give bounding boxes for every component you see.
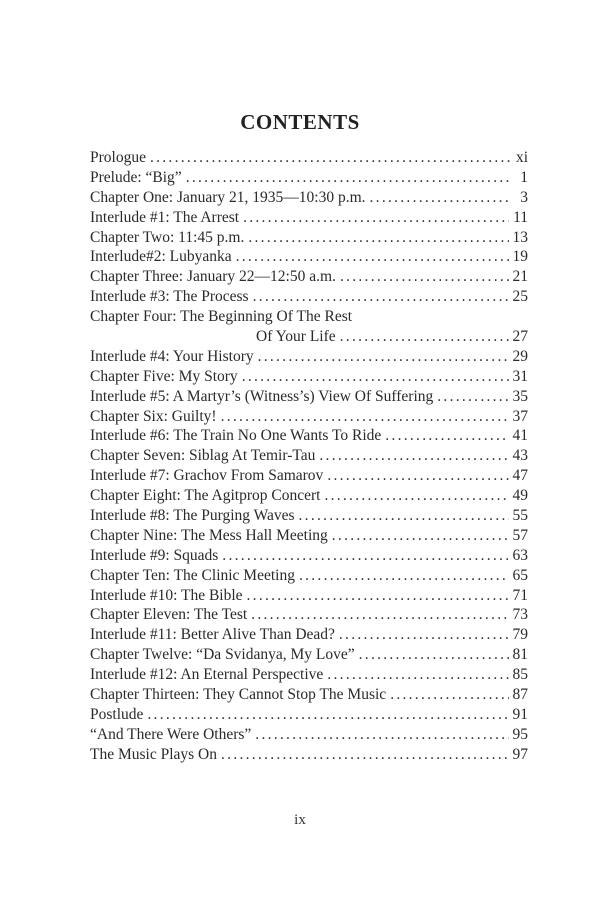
toc-entry-interlude-3 — [90, 287, 528, 307]
toc-entry-chapter-two — [90, 228, 528, 248]
dot-leader — [221, 745, 508, 765]
dot-leader — [242, 367, 509, 387]
toc-entry-page: 25 — [512, 288, 528, 306]
toc-entry-prologue — [90, 148, 528, 168]
toc-entry-label: Chapter Thirteen: They Cannot Stop The Music — [90, 686, 387, 704]
toc-entry-label: Chapter Eight: The Agitprop Concert — [90, 487, 321, 505]
toc-entry-page: 65 — [512, 566, 528, 584]
toc-entry-page: 95 — [512, 725, 528, 743]
dot-leader — [437, 387, 508, 407]
toc-entry-page: 35 — [512, 387, 528, 405]
toc-entry-prelude — [90, 168, 528, 188]
contents-heading: CONTENTS — [240, 110, 360, 134]
toc-entry-label: Chapter Nine: The Mess Hall Meeting — [90, 526, 328, 544]
dot-leader — [186, 168, 510, 188]
toc-entry-chapter-one — [90, 188, 528, 208]
toc-entry-page: 73 — [512, 606, 528, 624]
toc-entry-page: 31 — [512, 367, 528, 385]
toc-entry-page: 71 — [512, 586, 528, 604]
dot-leader — [255, 725, 508, 745]
toc-entry-page: 1 — [520, 168, 528, 186]
dot-leader — [299, 506, 509, 526]
toc-entry-label: Interlude #6: The Train No One Wants To Ride — [90, 427, 382, 445]
toc-entry-label: Interlude #10: The Bible — [90, 586, 243, 604]
toc-entry-page: 79 — [512, 626, 528, 644]
dot-leader — [150, 148, 510, 168]
toc-entry-label: Chapter Ten: The Clinic Meeting — [90, 566, 295, 584]
dot-leader — [236, 247, 509, 267]
toc-entry-label: Chapter One: January 21, 1935—10:30 p.m. — [90, 188, 366, 206]
toc-entry-chapter-eight — [90, 486, 528, 506]
toc-entry-chapter-three — [90, 267, 528, 287]
toc-entry-interlude-10 — [90, 586, 528, 606]
toc-entry-label: Of Your Life — [256, 328, 336, 346]
toc-entry-interlude-7 — [90, 466, 528, 486]
toc-entry-label: Interlude #11: Better Alive Than Dead? — [90, 626, 335, 644]
dot-leader — [327, 665, 508, 685]
toc-entry-interlude-6 — [90, 426, 528, 446]
toc-entry-page: 21 — [512, 268, 528, 286]
toc-entry-label: Chapter Six: Guilty! — [90, 407, 217, 425]
dot-leader — [299, 566, 509, 586]
toc-entry-label: Interlude #4: Your History — [90, 347, 254, 365]
toc-entry-label: Chapter Three: January 22—12:50 a.m. — [90, 268, 336, 286]
dot-leader — [251, 605, 508, 625]
toc-entry-page: 19 — [512, 248, 528, 266]
toc-entry-and-there-were-others — [90, 725, 528, 745]
toc-entry-page: 47 — [512, 467, 528, 485]
toc-entry-chapter-four-continued — [90, 327, 528, 347]
toc-entry-page: 3 — [520, 188, 528, 206]
toc-entry-interlude-1 — [90, 208, 528, 228]
toc-entry-interlude-11 — [90, 625, 528, 645]
toc-entry-label: Interlude #8: The Purging Waves — [90, 507, 295, 525]
toc-entry-label: The Music Plays On — [90, 745, 218, 763]
dot-leader — [339, 625, 509, 645]
toc-entry-interlude-8 — [90, 506, 528, 526]
dot-leader — [221, 407, 509, 427]
toc-entry-label: Postlude — [90, 705, 144, 723]
dot-leader — [319, 446, 508, 466]
toc-entry-interlude-12 — [90, 665, 528, 685]
toc-entry-chapter-five — [90, 367, 528, 387]
toc-entry-page: 27 — [512, 328, 528, 346]
toc-entry-page: 55 — [512, 507, 528, 525]
toc-entry-label: Interlude #5: A Martyr’s (Witness’s) View Of Suffering — [90, 387, 434, 405]
toc-entry-label: “And There Were Others” — [90, 725, 252, 743]
dot-leader — [332, 526, 509, 546]
toc-entry-page: 29 — [512, 347, 528, 365]
toc-entry-page: 97 — [512, 745, 528, 763]
toc-entry-chapter-twelve — [90, 645, 528, 665]
dot-leader — [258, 347, 509, 367]
dot-leader — [370, 188, 510, 208]
toc-entry-page: 87 — [512, 686, 528, 704]
toc-entry-page: 57 — [512, 526, 528, 544]
dot-leader — [359, 645, 509, 665]
toc-entry-page: 49 — [512, 487, 528, 505]
toc-entry-chapter-seven — [90, 446, 528, 466]
toc-entry-chapter-four — [90, 307, 528, 327]
toc-entry-label: Chapter Five: My Story — [90, 367, 238, 385]
toc-entry-label: Chapter Seven: Siblag At Temir-Tau — [90, 447, 316, 465]
toc-entry-page: 43 — [512, 447, 528, 465]
toc-entry-page: 63 — [512, 546, 528, 564]
toc-entry-music-plays-on — [90, 745, 528, 765]
dot-leader — [324, 486, 508, 506]
toc-entry-page: xi — [515, 149, 528, 166]
toc-entry-page: 91 — [512, 705, 528, 723]
toc-entry-label: Chapter Eleven: The Test — [90, 606, 248, 624]
toc-entry-label: Interlude#2: Lubyanka — [90, 248, 232, 266]
dot-leader — [247, 586, 509, 606]
dot-leader — [327, 466, 508, 486]
dot-leader — [243, 208, 509, 228]
dot-leader — [253, 287, 509, 307]
toc-entry-label: Prelude: “Big” — [90, 168, 182, 186]
toc-entry-chapter-eleven — [90, 605, 528, 625]
dot-leader — [147, 705, 508, 725]
toc-entry-label: Chapter Two: 11:45 p.m. — [90, 228, 245, 246]
toc-entry-label: Chapter Twelve: “Da Svidanya, My Love” — [90, 646, 355, 664]
toc-entry-interlude-9 — [90, 546, 528, 566]
toc-entry-label: Interlude #1: The Arrest — [90, 208, 240, 226]
toc-entry-interlude-2 — [90, 247, 528, 267]
dot-leader — [222, 546, 508, 566]
dot-leader — [340, 267, 509, 287]
dot-leader — [385, 426, 508, 446]
dot-leader — [248, 228, 508, 248]
toc-entry-page: 85 — [512, 666, 528, 684]
toc-entry-chapter-ten — [90, 566, 528, 586]
page-number: ix — [294, 812, 306, 828]
toc-entry-chapter-thirteen — [90, 685, 528, 705]
toc-entry-label: Interlude #9: Squads — [90, 546, 219, 564]
toc-entry-interlude-4 — [90, 347, 528, 367]
toc-entry-label: Interlude #7: Grachov From Samarov — [90, 467, 324, 485]
toc-entry-chapter-six — [90, 407, 528, 427]
toc-entry-page: 41 — [512, 427, 528, 445]
toc-entry-postlude — [90, 705, 528, 725]
toc-entry-label: Chapter Four: The Beginning Of The Rest — [90, 308, 353, 326]
toc-entry-page: 13 — [512, 228, 528, 246]
dot-leader — [340, 327, 509, 347]
toc-entry-label: Interlude #12: An Eternal Perspective — [90, 666, 324, 684]
dot-leader — [390, 685, 508, 705]
toc-entry-chapter-nine — [90, 526, 528, 546]
table-of-contents — [90, 148, 528, 765]
toc-entry-label: Interlude #3: The Process — [90, 288, 249, 306]
toc-entry-page: 11 — [513, 208, 528, 226]
toc-entry-interlude-5 — [90, 387, 528, 407]
toc-entry-page: 37 — [512, 407, 528, 425]
toc-entry-label: Prologue — [90, 149, 146, 166]
toc-entry-page: 81 — [512, 646, 528, 664]
